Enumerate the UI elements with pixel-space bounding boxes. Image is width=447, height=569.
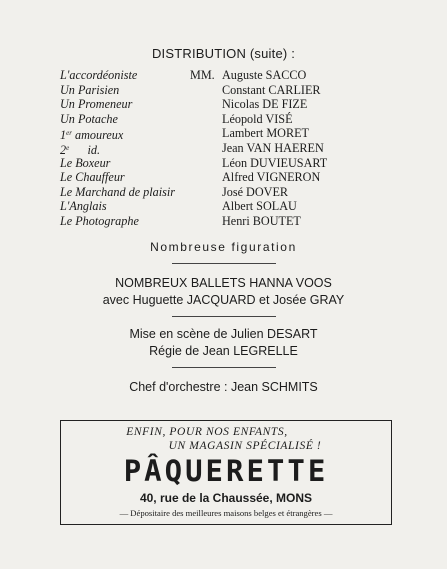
ad-tag-line-2: UN MAGASIN SPÉCIALISÉ ! [168,440,322,452]
role-name: Le Marchand de plaisir [60,184,175,199]
cast-row [60,214,420,229]
actor-name: Albert SOLAU [222,199,297,214]
distribution-heading: DISTRIBUTION (suite) : [151,46,296,61]
role-name: Un Parisien [60,82,120,97]
advertisement-box [60,420,392,525]
separator-rule [172,367,276,368]
role-name: Le Boxeur [60,155,111,170]
cast-row [60,68,420,83]
cast-row [60,185,420,200]
cast-prefix: MM. [190,68,215,82]
ballets-dancers-line: avec Huguette JACQUARD et Josée GRAY [102,293,345,307]
actor-name: Alfred VIGNERON [222,170,321,185]
role-rest: amoureux [71,128,124,143]
cast-row [60,156,420,171]
ballets-line: NOMBREUX BALLETS HANNA VOOS [115,276,332,290]
cast-list [60,68,420,229]
cast-row [60,83,420,98]
role-name: Le Photographe [60,213,139,228]
ad-tag-line-1: ENFIN, POUR NOS ENFANTS, [126,426,288,438]
role-rest: id. [69,142,101,157]
role-ordinal: 2 [60,142,67,157]
role-name: L'accordéoniste [60,68,138,82]
role-ordinal-suffix: e [66,143,70,152]
cast-row [60,141,420,156]
separator-rule [172,263,276,264]
orchestra-line: Chef d'orchestre : Jean SCHMITS [129,380,318,394]
role-ordinal: 1 [60,128,67,143]
actor-name: Léon DUVIEUSART [222,155,328,170]
role-name: Un Potache [60,111,118,126]
ad-footer-tagline: — Dépositaire des meilleures maisons belges et étrangères — [119,508,333,518]
actor-name: Nicolas DE FIZE [222,97,308,112]
regie-line: Régie de Jean LEGRELLE [149,344,298,358]
separator-rule [172,316,276,317]
role-name: Un Promeneur [60,97,133,112]
cast-row [60,112,420,127]
figuration-line: Nombreuse figuration [150,240,297,254]
ad-tagline-block [61,425,391,453]
ad-address: 40, rue de la Chaussée, MONS [139,491,313,505]
actor-name: Lambert MORET [222,126,309,141]
role-ordinal-suffix: er [66,129,72,138]
ad-brand-name: PÂQUERETTE [123,454,329,488]
actor-name: José DOVER [222,184,289,199]
role-name: L'Anglais [60,199,107,214]
role-name: Le Chauffeur [60,170,125,185]
actor-name: Léopold VISÉ [222,111,293,126]
mise-en-scene-line: Mise en scène de Julien DESART [129,327,318,341]
cast-row [60,170,420,185]
actor-name: Constant CARLIER [222,82,321,97]
actor-name: Henri BOUTET [222,213,301,228]
actor-name: Jean VAN HAEREN [222,140,324,155]
cast-row [60,126,420,141]
actor-name: Auguste SACCO [222,68,307,82]
cast-row [60,97,420,112]
cast-row [60,199,420,214]
